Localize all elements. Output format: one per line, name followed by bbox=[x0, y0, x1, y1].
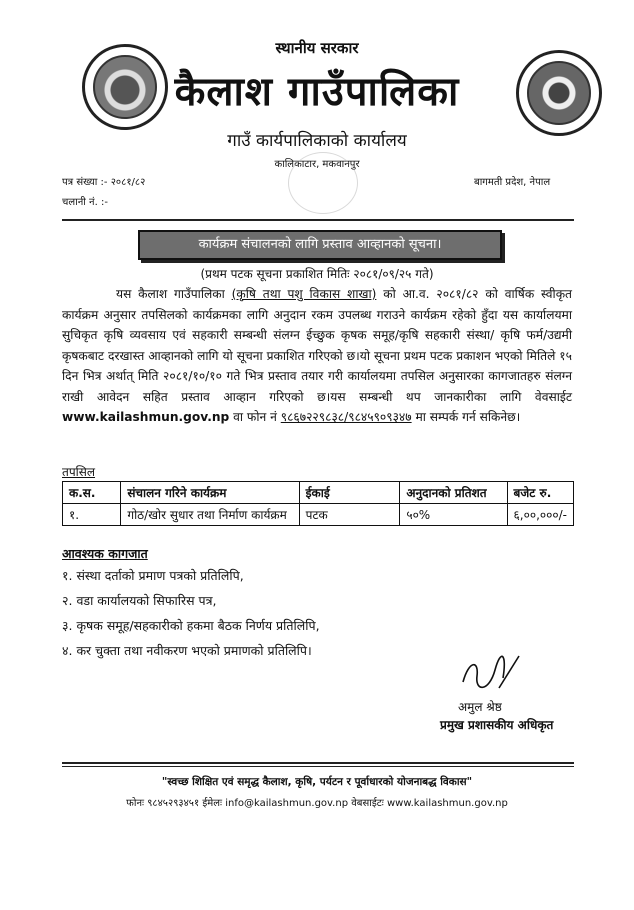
office-name: गाउँ कार्यपालिकाको कार्यालय bbox=[227, 131, 407, 151]
header-divider bbox=[62, 219, 574, 221]
list-item: १. संस्था दर्ताको प्रमाण पत्रको प्रतिलिपि, bbox=[62, 568, 244, 583]
letter-number-label: पत्र संख्या :- bbox=[62, 177, 108, 188]
province: बागमती प्रदेश, नेपाल bbox=[474, 177, 551, 188]
office-address: कालिकाटार, मकवानपुर bbox=[274, 159, 360, 170]
column-header: बजेट रु. bbox=[507, 482, 573, 504]
schedule-heading: तपसिल bbox=[62, 465, 96, 479]
table-cell: पटक bbox=[299, 504, 400, 526]
list-item: २. वडा कार्यालयको सिफारिस पत्र, bbox=[62, 593, 217, 608]
column-header: ईकाई bbox=[299, 482, 400, 504]
column-header: संचालन गरिने कार्यक्रम bbox=[121, 482, 299, 504]
table-cell: १. bbox=[63, 504, 121, 526]
notice-banner: कार्यक्रम संचालनको लागि प्रस्ताव आव्हानको सूचना। bbox=[138, 230, 502, 260]
footer-contact: फोनः ९८४५२९३४५१ ईमेलः info@kailashmun.gov.np वेबसाईटः www.kailashmun.gov.np bbox=[126, 798, 508, 809]
signatory-title: प्रमुख प्रशासकीय अधिकृत bbox=[440, 718, 554, 732]
body-part-2: को आ.व. २०८१/८२ को वार्षिक स्वीकृत कार्यक्रम अनुसार तपसिलको कार्यक्रमका लागि अनुदान रकम उपलब्ध गराउने कार्यक्रम रहेको हुँदा यस कार्यालयमा सुचिकृत कृषि व्यवसाय एवं सहकारी सम्बन्धी संलग्न ईच्छुक कृषक समूह/कृषि सहकारी संस्था/ कृषि फर्म/उद्यमी कृषकबाट दरखास्त आव्हानको लागि यो सूचना प्रकाशित गरिएको छ।यो सूचना प्रथम पटक प्रकाशन भएको मितिले १५ दिन भित्र अर्थात् मिति २०८१/१०/१० गते भित्र प्रस्ताव तयार गरी कार्यालयमा तपसिल अनुसारका कागजातहरु संलग्न राखी आवेदन सहित प्रस्ताव आव्हान गरिएको छ।यस सम्बन्धी थप जानकारीका लागि वेवसाईट bbox=[62, 287, 573, 404]
website-link[interactable]: www.kailashmun.gov.np bbox=[62, 410, 230, 424]
footer-slogan: "स्वच्छ शिक्षित एवं समृद्ध कैलाश, कृषि, पर्यटन र पूर्वाधारको योजनाबद्ध विकास" bbox=[161, 776, 473, 788]
municipality-name: कैलाश गाउँपालिका bbox=[174, 69, 460, 115]
footer-divider-top bbox=[62, 762, 574, 764]
list-item: ३. कृषक समूह/सहकारीको हकमा बैठक निर्णय प्रतिलिपि, bbox=[62, 618, 320, 633]
table-header-row bbox=[63, 482, 574, 504]
body-part-1: यस कैलाश गाउँपालिका bbox=[116, 287, 225, 301]
documents-heading: आवश्यक कागजात bbox=[62, 546, 148, 561]
column-header: अनुदानको प्रतिशत bbox=[400, 482, 507, 504]
letter-number-value: २०८१/८२ bbox=[110, 177, 146, 188]
column-header: क.स. bbox=[63, 482, 121, 504]
list-item: ४. कर चुक्ता तथा नवीकरण भएको प्रमाणको प्रतिलिपि। bbox=[62, 643, 312, 658]
table-row bbox=[63, 504, 574, 526]
signatory-name: अमुल श्रेष्ठ bbox=[458, 700, 502, 714]
letter-number bbox=[62, 174, 145, 188]
schedule-table bbox=[62, 481, 574, 526]
required-documents bbox=[62, 545, 320, 663]
phone-numbers: ९८६७२२९८३८/९८४५९०९३४७ bbox=[280, 410, 412, 424]
table-cell: ५०% bbox=[400, 504, 507, 526]
gov-level: स्थानीय सरकार bbox=[275, 39, 359, 57]
office-stamp bbox=[288, 152, 358, 214]
footer-divider-bottom bbox=[62, 766, 574, 767]
table-cell: गोठ/खोर सुधार तथा निर्माण कार्यक्रम bbox=[121, 504, 299, 526]
notice-body bbox=[62, 284, 572, 428]
published-date: (प्रथम पटक सूचना प्रकाशित मितिः २०८१/०९/२५ गते) bbox=[200, 267, 434, 281]
table-cell: ६,००,०००/- bbox=[507, 504, 573, 526]
body-part-3: वा फोन नं bbox=[233, 410, 277, 424]
branch-name: (कृषि तथा पशु विकास शाखा) bbox=[231, 287, 377, 301]
dispatch-number-label: चलानी नं. :- bbox=[62, 197, 108, 208]
body-part-4: मा सम्पर्क गर्न सकिनेछ। bbox=[415, 410, 521, 424]
signature-mark bbox=[455, 652, 525, 696]
